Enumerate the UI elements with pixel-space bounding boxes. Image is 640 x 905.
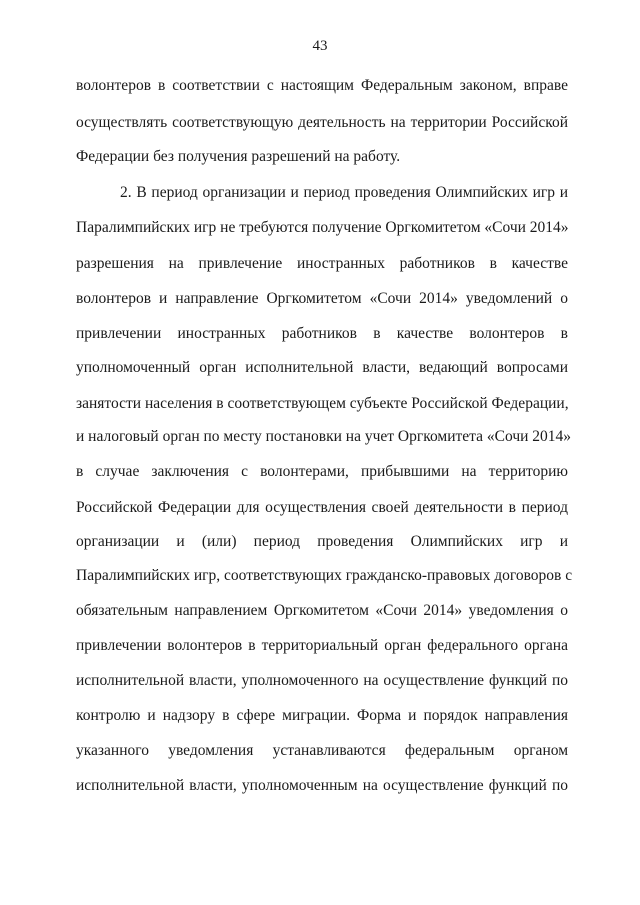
text-line: Паралимпийских игр, соответствующих гражданско-правовых договоров с <box>76 567 573 584</box>
text-line: привлечении иностранных работников в качестве волонтеров в <box>76 325 568 342</box>
text-line: организации и (или) период проведения Олимпийских игр и <box>76 533 568 550</box>
text-line: указанного уведомления устанавливаются федеральным органом <box>76 742 568 759</box>
text-line: привлечении волонтеров в территориальный орган федерального органа <box>76 637 568 654</box>
page-number: 43 <box>312 38 328 54</box>
text-line: волонтеров и направление Оргкомитетом «Сочи 2014» уведомлений о <box>76 290 568 307</box>
text-line: разрешения на привлечение иностранных работников в качестве <box>76 255 568 272</box>
text-line: волонтеров в соответствии с настоящим Федеральным законом, вправе <box>76 77 568 94</box>
text-line: уполномоченный орган исполнительной власти, ведающий вопросами <box>76 359 568 376</box>
text-line: 2. В период организации и период проведения Олимпийских игр и <box>120 184 568 201</box>
text-line: осуществлять соответствующую деятельность на территории Российской <box>76 114 568 131</box>
text-line: занятости населения в соответствующем субъекте Российской Федерации, <box>76 395 569 412</box>
text-line: Паралимпийских игр не требуются получение Оргкомитетом «Сочи 2014» <box>76 219 569 236</box>
text-line: обязательным направлением Оргкомитетом «Сочи 2014» уведомления о <box>76 602 568 619</box>
text-line: исполнительной власти, уполномоченного на осуществление функций по <box>76 672 568 689</box>
text-line: Российской Федерации для осуществления своей деятельности в период <box>76 499 568 516</box>
text-line: в случае заключения с волонтерами, прибывшими на территорию <box>76 463 568 480</box>
text-line: исполнительной власти, уполномоченным на осуществление функций по <box>76 777 568 794</box>
text-line: контролю и надзору в сфере миграции. Форма и порядок направления <box>76 707 568 724</box>
text-line: и налоговый орган по месту постановки на учет Оргкомитета «Сочи 2014» <box>76 428 572 445</box>
text-line: Федерации без получения разрешений на работу. <box>76 148 401 165</box>
